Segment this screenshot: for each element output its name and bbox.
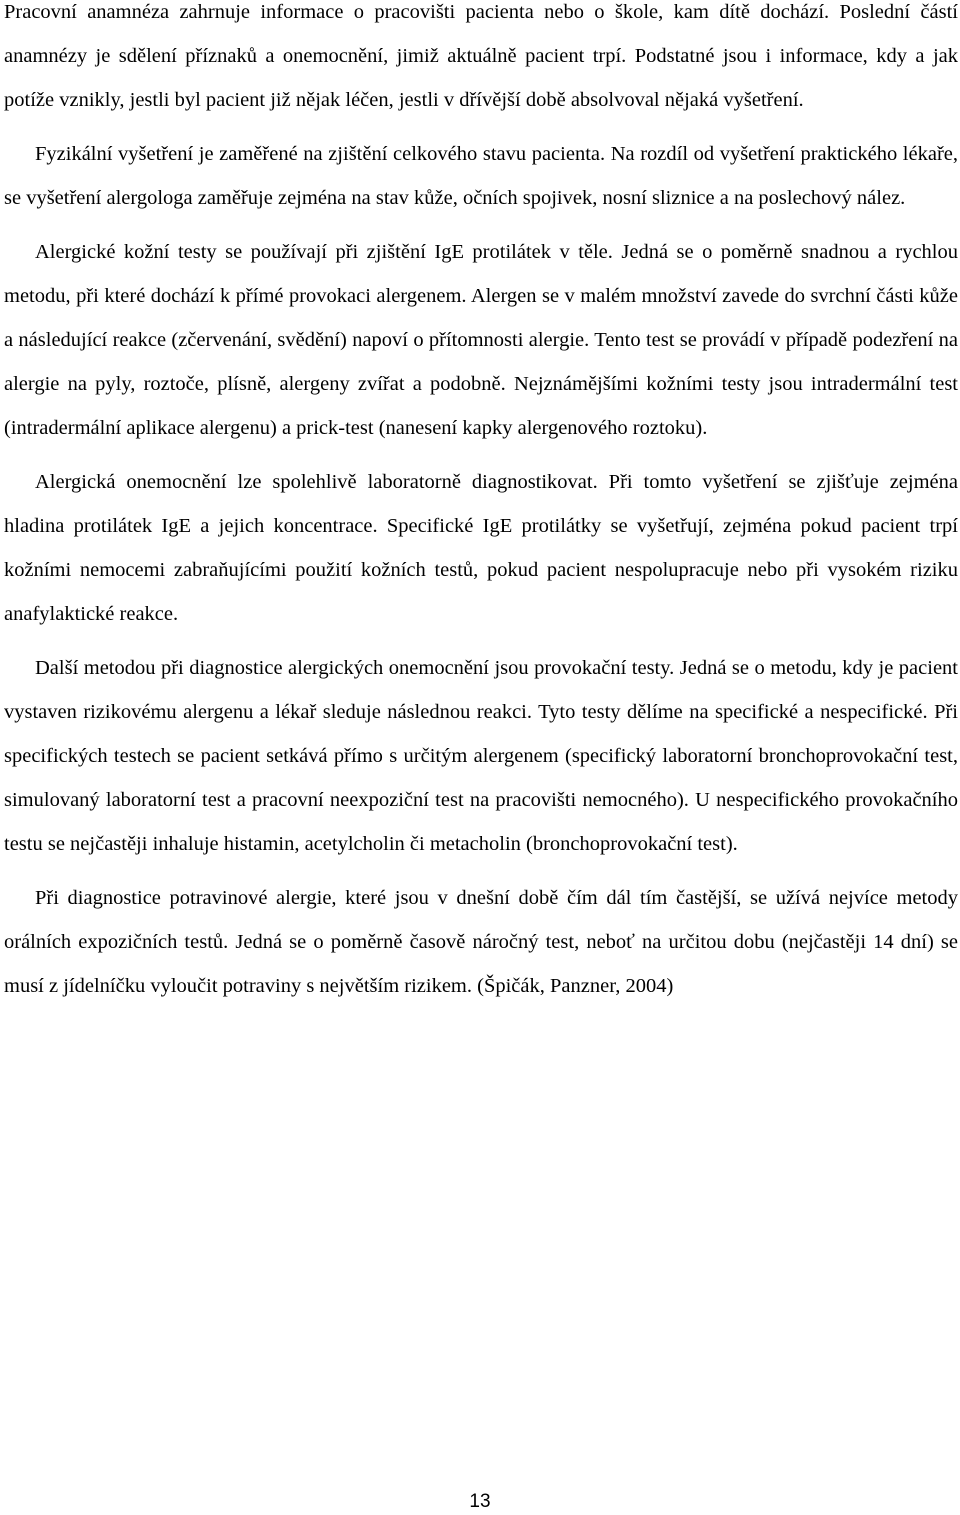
- document-page: [4, 0, 958, 1008]
- page-number: 13: [469, 1491, 491, 1512]
- paragraph-provocation-tests: Další metodou při diagnostice alergických onemocnění jsou provokační testy. Jedná se o metodu, kdy je pacient vystaven rizikovému alergenu a lékař sleduje následnou reakci. Tyto testy dělíme na specifické a nespecifické. Při specifických testech se pacient setkává přímo s určitým alergenem (specifický laboratorní bronchoprovokační test, simulovaný laboratorní test a pracovní neexpoziční test na pracovišti nemocného). U nespecifického provokačního testu se nejčastěji inhaluje histamin, acetylcholin či metacholin (bronchoprovokační test).: [4, 657, 958, 855]
- paragraph-work-history: Pracovní anamnéza zahrnuje informace o pracovišti pacienta nebo o škole, kam dítě dochází. Poslední částí anamnézy je sdělení příznaků a onemocnění, jimiž aktuálně pacient trpí. Podstatné jsou i informace, kdy a jak potíže vznikly, jestli byl pacient již nějak léčen, jestli v dřívější době absolvoval nějaká vyšetření.: [4, 1, 958, 111]
- paragraph-laboratory-diagnosis: Alergická onemocnění lze spolehlivě laboratorně diagnostikovat. Při tomto vyšetření se zjišťuje zejména hladina protilátek IgE a jejich koncentrace. Specifické IgE protilátky se vyšetřují, zejména pokud pacient trpí kožními nemocemi zabraňujícími použití kožních testů, pokud pacient nespolupracuje nebo při vysokém riziku anafylaktické reakce.: [4, 471, 958, 625]
- paragraph-food-allergy: Při diagnostice potravinové alergie, které jsou v dnešní době čím dál tím častější, se užívá nejvíce metody orálních expozičních testů. Jedná se o poměrně časově náročný test, neboť na určitou dobu (nejčastěji 14 dní) se musí z jídelníčku vyloučit potraviny s největším rizikem. (Špičák, Panzner, 2004): [4, 887, 958, 997]
- paragraph-physical-exam: Fyzikální vyšetření je zaměřené na zjištění celkového stavu pacienta. Na rozdíl od vyšetření praktického lékaře, se vyšetření alergologa zaměřuje zejména na stav kůže, očních spojivek, nosní sliznice a na poslechový nález.: [4, 143, 958, 209]
- paragraph-skin-tests: Alergické kožní testy se používají při zjištění IgE protilátek v těle. Jedná se o poměrně snadnou a rychlou metodu, při které dochází k přímé provokaci alergenem. Alergen se v malém množství zavede do svrchní části kůže a následující reakce (zčervenání, svědění) napoví o přítomnosti alergie. Tento test se provádí v případě podezření na alergie na pyly, roztoče, plísně, alergeny zvířat a podobně. Nejznámějšími kožními testy jsou intradermální test (intradermální aplikace alergenu) a prick-test (nanesení kapky alergenového roztoku).: [4, 241, 958, 439]
